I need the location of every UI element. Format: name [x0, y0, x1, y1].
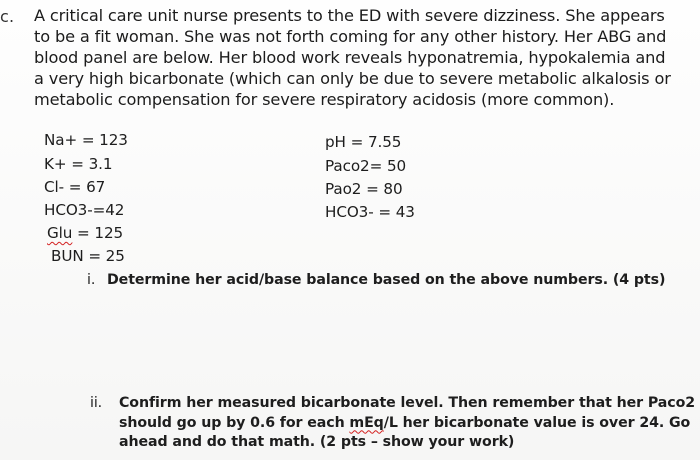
lab-bun: BUN = 25 — [51, 247, 125, 265]
abg-pao2: Pao2 = 80 — [325, 180, 403, 198]
question-line — [119, 414, 695, 434]
question-fragment: should go up by 0.6 for each — [119, 414, 350, 431]
paragraph-line: metabolic compensation for severe respiratory acidosis (more common). — [34, 90, 615, 109]
lab-potassium: K+ = 3.1 — [44, 155, 113, 173]
glucose-label: Glu — [47, 224, 73, 242]
abg-paco2: Paco2= 50 — [325, 157, 407, 175]
lab-bicarbonate: HCO3-=42 — [44, 201, 125, 219]
abg-bicarbonate: HCO3- = 43 — [325, 203, 415, 221]
question-2 — [90, 394, 695, 456]
question-text: Determine her acid/base balance based on the above numbers. (4 pts) — [107, 272, 666, 288]
question-fragment: /L her bicarbonate value is over 24. Go — [383, 414, 691, 431]
question-number: ii. — [90, 395, 103, 411]
question-1 — [87, 271, 687, 293]
case-paragraph — [34, 5, 694, 110]
paragraph-line: a very high bicarbonate (which can only be due to severe metabolic alkalosis or — [34, 69, 671, 88]
question-text — [119, 394, 695, 453]
question-line: ahead and do that math. (2 pts – show your work) — [119, 434, 515, 450]
abg-ph: pH = 7.55 — [325, 133, 402, 151]
lab-glucose — [47, 223, 123, 243]
paragraph-line: A critical care unit nurse presents to the ED with severe dizziness. She appears — [34, 6, 665, 25]
lab-chloride: Cl- = 67 — [44, 178, 106, 196]
lab-sodium: Na+ = 123 — [44, 131, 128, 149]
paragraph-line: blood panel are below. Her blood work reveals hyponatremia, hypokalemia and — [34, 48, 666, 67]
question-number: i. — [87, 272, 96, 288]
unit-meq: mEq — [349, 414, 384, 431]
glucose-value: = 125 — [72, 224, 124, 242]
question-line: Confirm her measured bicarbonate level. Then remember that her Paco2 — [119, 395, 695, 411]
paragraph-line: to be a fit woman. She was not forth coming for any other history. Her ABG and — [34, 27, 667, 46]
item-marker: c. — [0, 7, 15, 26]
